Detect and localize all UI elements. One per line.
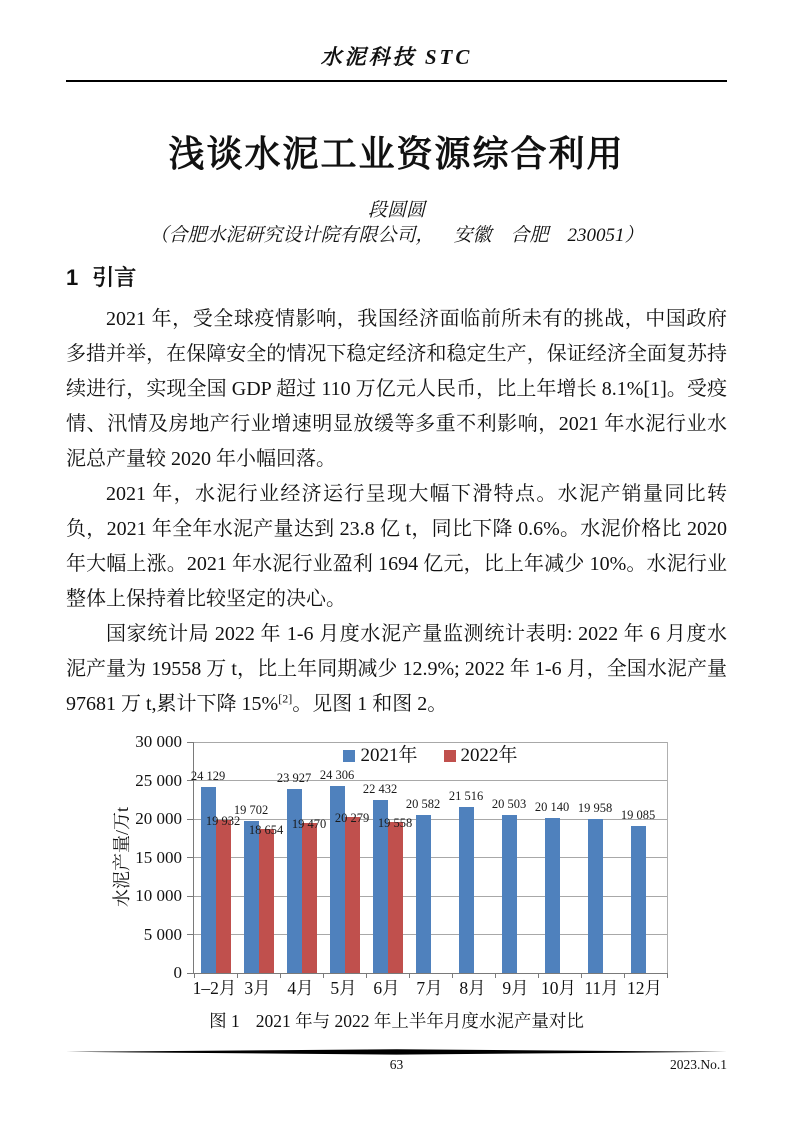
bar-2021年 (588, 819, 603, 973)
footer-row (66, 1056, 727, 1074)
figure-caption-text: 2021 年与 2022 年上半年月度水泥产量对比 (255, 1011, 584, 1031)
paragraph-1: 2021 年，受全球疫情影响，我国经济面临前所未有的挑战，中国政府多措并举，在保障安全的情况下稳定经济和稳定生产，保证经济全面复苏持续进行，实现全国 GDP 超过 110 万亿元人民币，比上年增长 8.1%[1]。受疫情、汛情及房地产行业增速明显放缓等多重不利影响，2021 年水泥行业水泥总产量较 2020 年小幅回落。 (66, 308, 727, 470)
figure-1 (66, 734, 727, 1032)
bar-value-label: 20 503 (491, 797, 527, 812)
bar-2022年 (388, 822, 403, 973)
gridline (194, 742, 667, 743)
chart-legend (194, 745, 667, 767)
x-tick-label: 5月 (330, 978, 357, 998)
y-tick-mark (187, 857, 194, 858)
y-tick-mark (187, 896, 194, 897)
bar-2021年 (244, 821, 259, 973)
legend-item-2022 (444, 745, 518, 767)
x-tick-label: 8月 (459, 978, 486, 998)
page-footer (66, 1049, 727, 1074)
bar-2021年 (416, 815, 431, 973)
section-title: 引言 (92, 265, 137, 290)
legend-swatch-2021 (343, 750, 355, 762)
paragraph-3-tail: 。见图 1 和图 2。 (292, 693, 448, 715)
y-tick-label: 10 000 (135, 886, 182, 905)
bar-2022年 (259, 829, 274, 973)
bar-value-label: 21 516 (448, 789, 484, 804)
bar-value-label: 19 958 (577, 801, 613, 816)
section-heading (66, 264, 727, 292)
bar-value-label: 22 432 (362, 782, 398, 797)
bar-2021年 (631, 826, 646, 973)
plot (190, 742, 668, 974)
bar-2021年 (459, 807, 474, 973)
x-tick-label: 1–2月 (192, 978, 237, 998)
bar-2021年 (502, 815, 517, 973)
y-tick-label: 15 000 (135, 847, 182, 867)
y-tick-label: 25 000 (135, 770, 182, 790)
y-tick-label: 0 (173, 963, 182, 982)
y-tick-label: 30 000 (135, 732, 182, 751)
body-text (66, 302, 727, 722)
bar-2022年 (302, 823, 317, 973)
bar-value-label: 20 140 (534, 799, 570, 814)
bar-value-label: 19 558 (377, 816, 413, 831)
bar-2022年 (216, 820, 231, 973)
article-title: 浅谈水泥工业资源综合利用 (168, 133, 625, 174)
x-tick-label: 12月 (627, 978, 662, 998)
bar-value-label: 18 654 (248, 823, 284, 838)
issue-label: 2023.No.1 (670, 1057, 727, 1072)
bar-value-label: 19 932 (205, 813, 241, 828)
paragraph-2: 2021 年，水泥行业经济运行呈现大幅下滑特点。水泥产销量同比转负，2021 年全年水泥产量达到 23.8 亿 t，同比下降 0.6%。水泥价格比 2020 年大幅上涨。2021 年水泥行业盈利 1694 亿元，比上年减少 10%。水泥行业整体上保持着比较坚定的决心。 (66, 483, 727, 610)
y-tick-label: 5 000 (143, 924, 182, 944)
bar-value-label: 19 702 (233, 803, 269, 818)
bar-value-label: 23 927 (276, 770, 312, 785)
x-tick-label: 4月 (287, 978, 314, 998)
legend-label-2021: 2021年 (360, 745, 418, 766)
bar-value-label: 19 470 (291, 817, 327, 832)
x-tick-label: 7月 (416, 978, 443, 998)
bar-value-label: 24 129 (190, 769, 226, 784)
paragraph-3-text: 国家统计局 2022 年 1-6 月度水泥产量监测统计表明: 2022 年 6 月度水泥产量为 19558 万 t，比上年同期减少 12.9%; 2022 年 1-6 月，全国水泥产量 97681 万 t,累计下降 15% (66, 623, 727, 715)
y-tick-mark (187, 742, 194, 743)
bar-value-label: 24 306 (319, 767, 355, 782)
header-rule (66, 80, 727, 82)
reference-superscript: [2] (278, 691, 293, 706)
figure-caption-label: 图 1 (209, 1011, 240, 1031)
figure-caption (66, 1010, 727, 1032)
footer-rule (66, 1049, 727, 1055)
bar-chart (66, 734, 727, 1002)
x-tick-label: 11月 (584, 978, 619, 998)
y-tick-label: 20 000 (135, 809, 182, 828)
legend-swatch-2022 (444, 750, 456, 762)
bar-value-label: 20 279 (334, 810, 370, 825)
legend-item-2021 (343, 745, 417, 767)
x-tick-label: 3月 (244, 978, 271, 998)
paragraph-3 (66, 617, 727, 722)
bar-2022年 (345, 817, 360, 973)
section-number: 1 (66, 265, 79, 290)
legend-label-2022: 2022年 (460, 745, 518, 766)
journal-header: 水泥科技 STC (320, 45, 473, 69)
author-name: 段圆圆 (367, 200, 425, 221)
x-tick-label: 6月 (373, 978, 400, 998)
bar-2021年 (545, 818, 560, 973)
bar-value-label: 19 085 (620, 808, 656, 823)
y-tick-mark (187, 934, 194, 935)
page-number: 63 (389, 1057, 404, 1072)
author-affiliation: （合肥水泥研究设计院有限公司， 安徽 合肥 230051） (149, 225, 644, 246)
y-axis-title: 水泥产量/万t (112, 806, 132, 908)
bar-value-label: 20 582 (405, 796, 441, 811)
x-tick-label: 10月 (541, 978, 576, 998)
x-tick-label: 9月 (502, 978, 529, 998)
